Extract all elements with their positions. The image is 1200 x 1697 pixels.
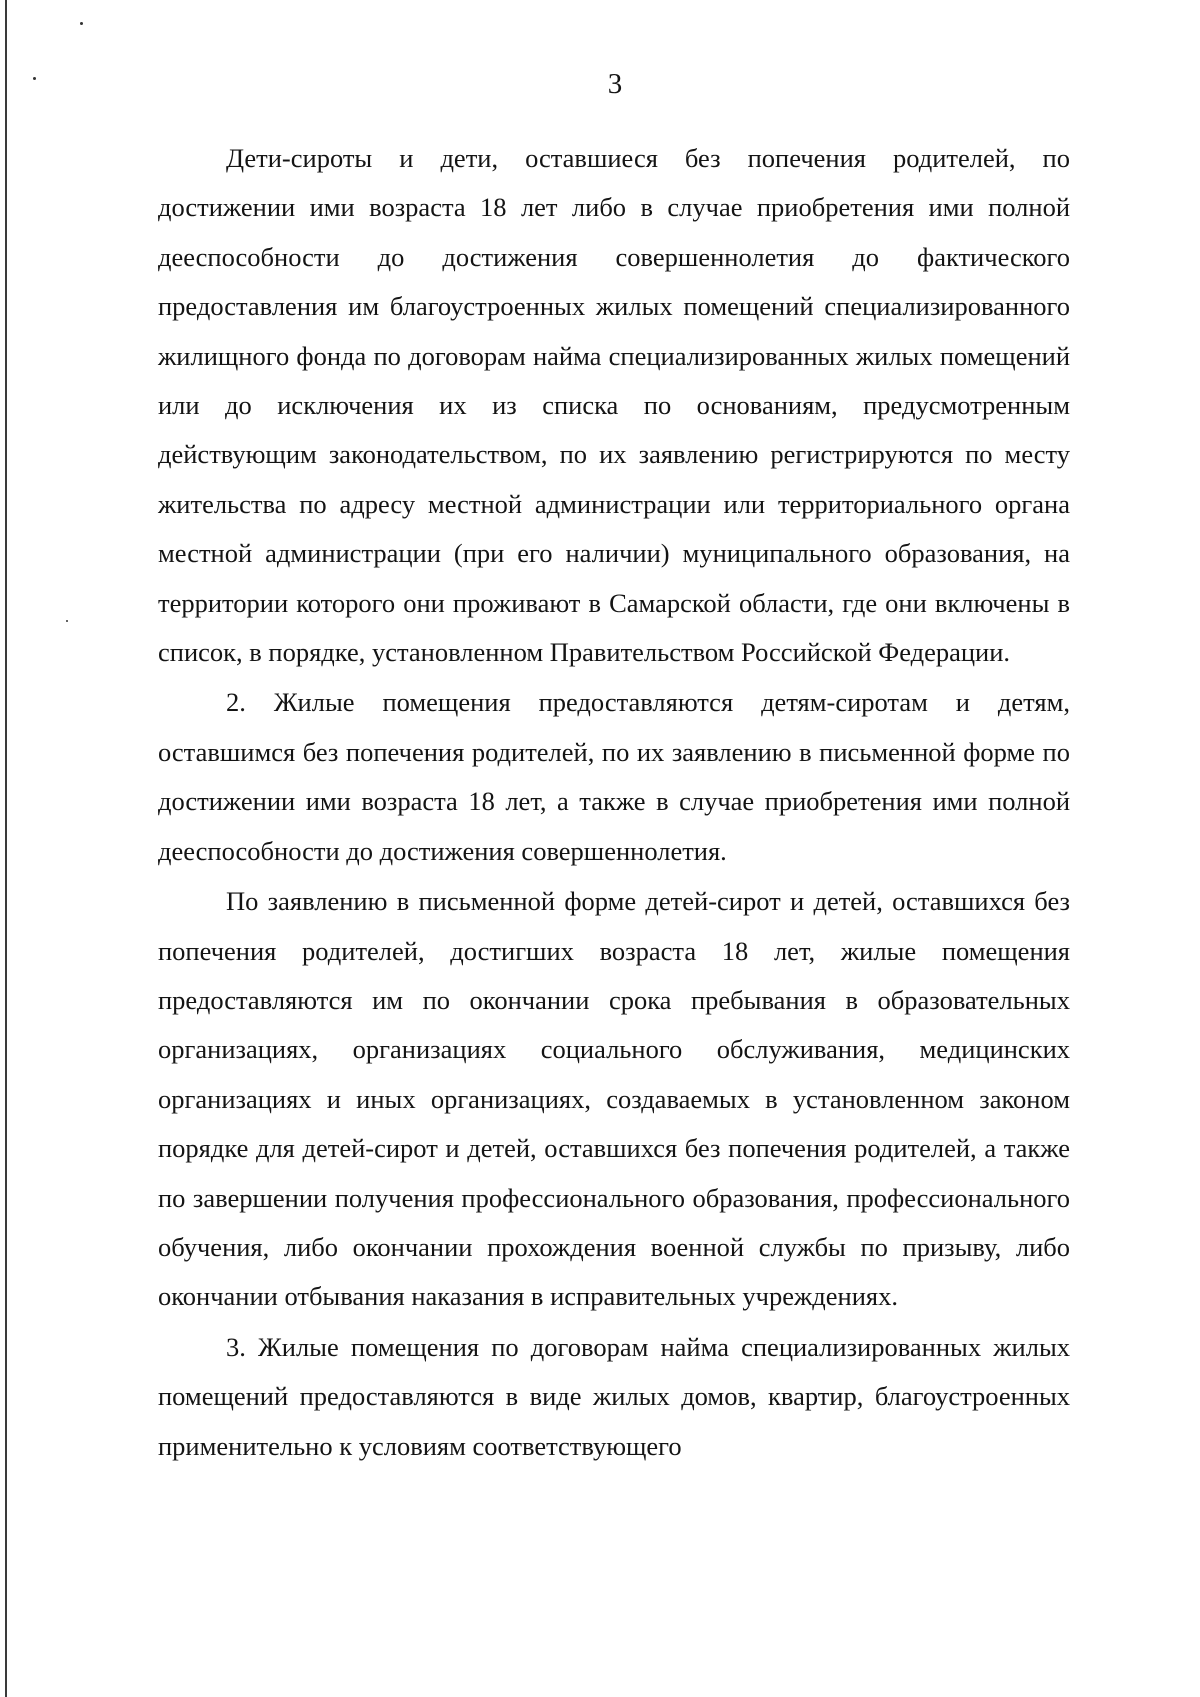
paragraph: 2. Жилые помещения предоставляются детям-сиротам и детям, оставшимся без попечения родителей, по их заявлению в письменной форме по достижении ими возраста 18 лет, а также в случае приобретения ими полной дееспособности до достижения совершеннолетия. [158, 687, 1070, 866]
paragraph: По заявлению в письменной форме детей-сирот и детей, оставшихся без попечения родителей, достигших возраста 18 лет, жилые помещения предоставляются им по окончании срока пребывания в образовательных организациях, организациях социального обслуживания, медицинских организациях и иных организациях, создаваемых в установленном законом порядке для детей-сирот и детей, оставшихся без попечения родителей, а также по завершении получения профессионального образования, профессионального обучения, либо окончании прохождения военной службы по призыву, либо окончании отбывания наказания в исправительных учреждениях. [158, 886, 1070, 1312]
scan-speck [80, 22, 83, 25]
paragraph: Дети-сироты и дети, оставшиеся без попечения родителей, по достижении ими возраста 18 лет либо в случае приобретения ими полной дееспособности до достижения совершеннолетия до фактического предоставления им благоустроенных жилых помещений специализированного жилищного фонда по договорам найма специализированных жилых помещений или до исключения их из списка по основаниям, предусмотренным действующим законодательством, по их заявлению регистрируются по месту жительства по адресу местной администрации или территориального органа местной администрации (при его наличии) муниципального образования, на территории которого они проживают в Самарской области, где они включены в список, в порядке, установленном Правительством Российской Федерации. [158, 143, 1070, 668]
scan-speck [66, 620, 68, 622]
page-number: 3 [607, 68, 623, 100]
page-left-border [5, 0, 7, 1697]
document-body [158, 134, 1070, 1471]
paragraph: 3. Жилые помещения по договорам найма специализированных жилых помещений предоставляются в виде жилых домов, квартир, благоустроенных применительно к условиям соответствующего [158, 1331, 1070, 1461]
